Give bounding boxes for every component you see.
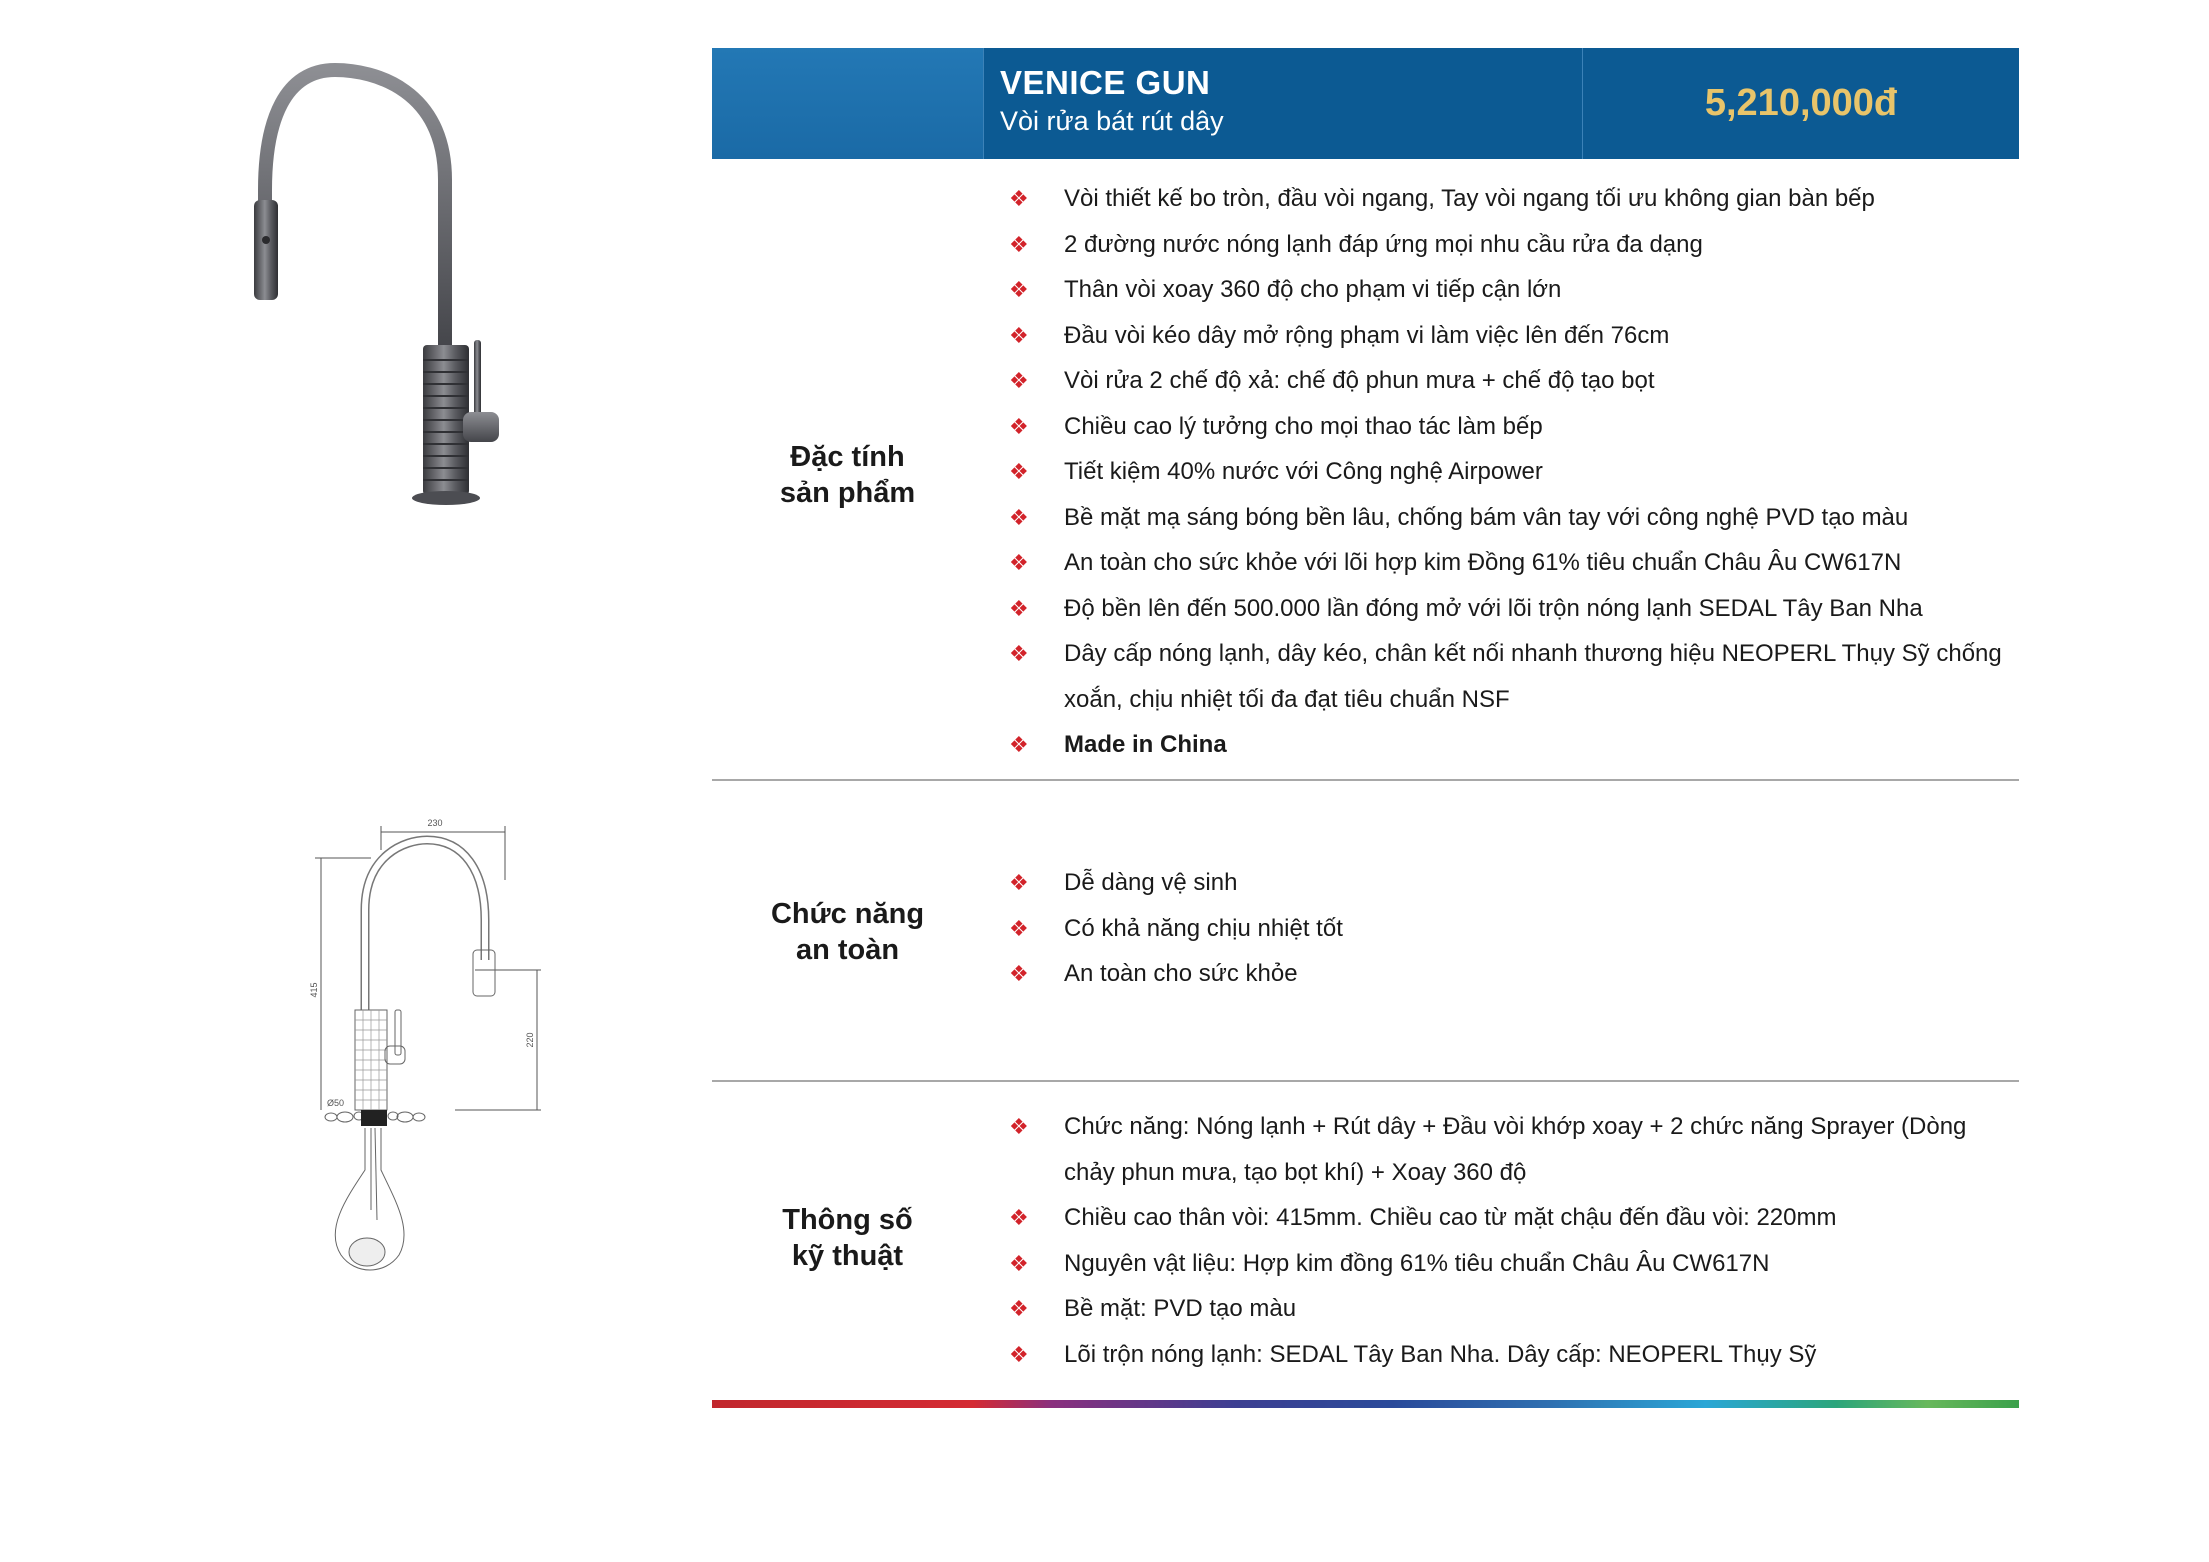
product-subtitle: Vòi rửa bát rút dây: [1000, 105, 1224, 136]
list-item: ❖ Bề mặt: PVD tạo màu: [1009, 1286, 2009, 1332]
list-item: ❖ 2 đường nước nóng lạnh đáp ứng mọi nhu cầu rửa đa dạng: [1009, 222, 2009, 268]
product-photo: [255, 50, 515, 510]
bullet-icon: ❖: [1009, 459, 1029, 484]
bullet-icon: ❖: [1009, 732, 1029, 757]
bullet-icon: ❖: [1009, 413, 1029, 439]
bullet-icon: ❖: [1009, 1341, 1029, 1367]
list-item: ❖ Tiết kiệm 40% nước với Công nghệ Airpower: [1009, 449, 2009, 495]
list-item: ❖ Vòi rửa 2 chế độ xả: chế độ phun mưa + chế độ tạo bọt: [1009, 358, 2009, 404]
bullet-icon: ❖: [1009, 1250, 1029, 1276]
list-item: ❖ An toàn cho sức khỏe với lõi hợp kim Đồng 61% tiêu chuẩn Châu Âu CW617N: [1009, 540, 2009, 586]
bullet-icon: ❖: [1009, 915, 1029, 941]
section-divider: [712, 1080, 2019, 1082]
header-spacer: [712, 48, 983, 159]
section-label-line: sản phẩm: [779, 477, 916, 509]
product-price: 5,210,000đ: [1704, 82, 1898, 124]
section-label: [712, 784, 983, 1079]
list-item: ❖ Thân vòi xoay 360 độ cho phạm vi tiếp cận lớn: [1009, 267, 2009, 313]
list-item: ❖ Có khả năng chịu nhiệt tốt: [1009, 906, 2009, 952]
list-item: ❖ Đầu vòi kéo dây mở rộng phạm vi làm việc lên đến 76cm: [1009, 313, 2009, 359]
bullet-icon: ❖: [1009, 870, 1029, 895]
bullet-icon: ❖: [1009, 1205, 1029, 1230]
bullet-icon: ❖: [1009, 1114, 1029, 1139]
list-item: ❖ Lõi trộn nóng lạnh: SEDAL Tây Ban Nha. Dây cấp: NEOPERL Thụy Sỹ: [1009, 1332, 2009, 1378]
list-item: ❖ Vòi thiết kế bo tròn, đầu vòi ngang, Tay vòi ngang tối ưu không gian bàn bếp: [1009, 176, 2009, 222]
bullet-icon: ❖: [1009, 641, 1029, 666]
list-item: ❖ Chiều cao thân vòi: 415mm. Chiều cao từ mặt chậu đến đầu vòi: 220mm: [1009, 1195, 2009, 1241]
list-item: ❖ An toàn cho sức khỏe: [1009, 951, 2009, 997]
feature-list: [1009, 176, 2009, 768]
dim-base-label: Ø50: [327, 1098, 345, 1108]
section-specs: [712, 1104, 2019, 1372]
product-title-cell: [983, 48, 1583, 159]
bullet-icon: ❖: [1009, 504, 1029, 530]
section-label-line: Đặc tính: [790, 441, 905, 473]
bullet-icon: ❖: [1009, 961, 1029, 986]
section-label-line: an toàn: [795, 933, 900, 966]
list-item: ❖ Dây cấp nóng lạnh, dây kéo, chân kết nối nhanh thương hiệu NEOPERL Thụy Sỹ chống xoắn, chịu nhiệt tối đa đạt tiêu chuẩn NSF: [1009, 631, 2009, 722]
bullet-icon: ❖: [1009, 277, 1029, 302]
bullet-icon: ❖: [1009, 550, 1029, 575]
section-features: [712, 176, 2019, 774]
section-label-line: Thông số: [782, 1204, 913, 1236]
list-item: ❖ Độ bền lên đến 500.000 lần đóng mở với lõi trộn nóng lạnh SEDAL Tây Ban Nha: [1009, 586, 2009, 632]
bullet-icon: ❖: [1009, 186, 1029, 211]
brand-color-bar: [712, 1400, 2019, 1408]
section-label: [712, 176, 983, 774]
product-name: VENICE GUN: [1000, 64, 1211, 101]
section-label: [712, 1104, 983, 1372]
section-label-line: Chức năng: [770, 897, 925, 930]
list-item: ❖ Bề mặt mạ sáng bóng bền lâu, chống bám vân tay với công nghệ PVD tạo màu: [1009, 495, 2009, 541]
dim-width-label: 230: [427, 818, 443, 828]
product-header: [712, 48, 2019, 159]
dim-spout-label: 220: [525, 1032, 535, 1048]
bullet-icon: ❖: [1009, 595, 1029, 621]
list-item: ❖ Dễ dàng vệ sinh: [1009, 860, 2009, 906]
section-divider: [712, 779, 2019, 781]
list-item: ❖ Chiều cao lý tưởng cho mọi thao tác làm bếp: [1009, 404, 2009, 450]
list-item: ❖ Made in China: [1009, 722, 2009, 768]
section-safety: [712, 784, 2019, 1079]
safety-list: [1009, 860, 2009, 997]
list-item: ❖ Chức năng: Nóng lạnh + Rút dây + Đầu vòi khớp xoay + 2 chức năng Sprayer (Dòng chảy phun mưa, tạo bọt khí) + Xoay 360 độ: [1009, 1104, 2009, 1195]
section-label-line: kỹ thuật: [791, 1240, 904, 1272]
bullet-icon: ❖: [1009, 368, 1029, 393]
list-item: ❖ Nguyên vật liệu: Hợp kim đồng 61% tiêu chuẩn Châu Âu CW617N: [1009, 1241, 2009, 1287]
bullet-icon: ❖: [1009, 322, 1029, 348]
spec-list: [1009, 1104, 2009, 1377]
technical-drawing: [309, 810, 535, 1280]
bullet-icon: ❖: [1009, 231, 1029, 257]
dim-height-label: 415: [309, 982, 319, 998]
price-cell: [1583, 48, 2019, 159]
bullet-icon: ❖: [1009, 1296, 1029, 1321]
